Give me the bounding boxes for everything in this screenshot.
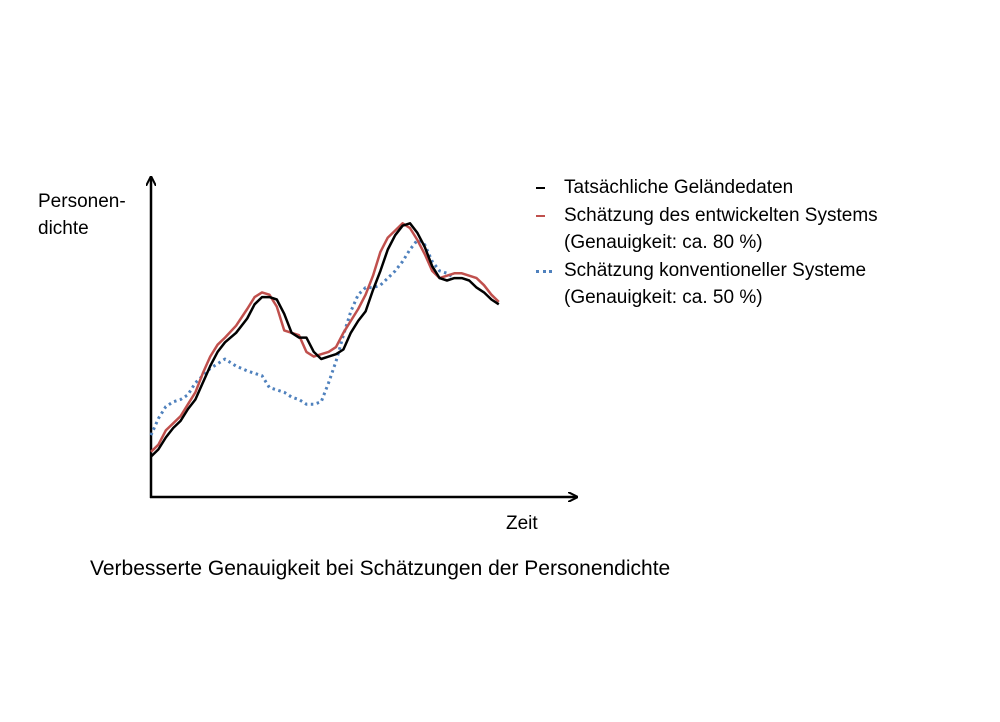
legend-label-actual: Tatsächliche Geländedaten xyxy=(564,177,794,198)
series-layer xyxy=(151,223,499,456)
legend-label-developed: Schätzung des entwickelten Systems xyxy=(564,204,878,226)
y-axis-label xyxy=(38,188,126,242)
legend-swatch-actual xyxy=(536,187,545,189)
series-actual xyxy=(151,223,499,456)
series-developed xyxy=(151,223,499,451)
legend xyxy=(536,174,878,312)
legend-sub-conventional: (Genauigkeit: ca. 50 %) xyxy=(564,287,763,308)
figure-caption: Verbesserte Genauigkeit bei Schätzungen der Personendichte xyxy=(90,557,671,580)
y-axis-label-line-2: dichte xyxy=(38,218,89,239)
legend-item-conventional xyxy=(536,257,878,312)
legend-item-developed xyxy=(536,202,878,257)
y-axis-label-line-1: Personen- xyxy=(38,191,126,212)
legend-label-conventional: Schätzung konventioneller Systeme xyxy=(564,259,867,281)
legend-swatch-conventional xyxy=(536,270,552,273)
legend-sub-developed: (Genauigkeit: ca. 80 %) xyxy=(564,232,763,253)
legend-swatch-developed xyxy=(536,215,545,217)
x-axis-label: Zeit xyxy=(506,513,538,534)
legend-item-actual xyxy=(536,174,878,202)
